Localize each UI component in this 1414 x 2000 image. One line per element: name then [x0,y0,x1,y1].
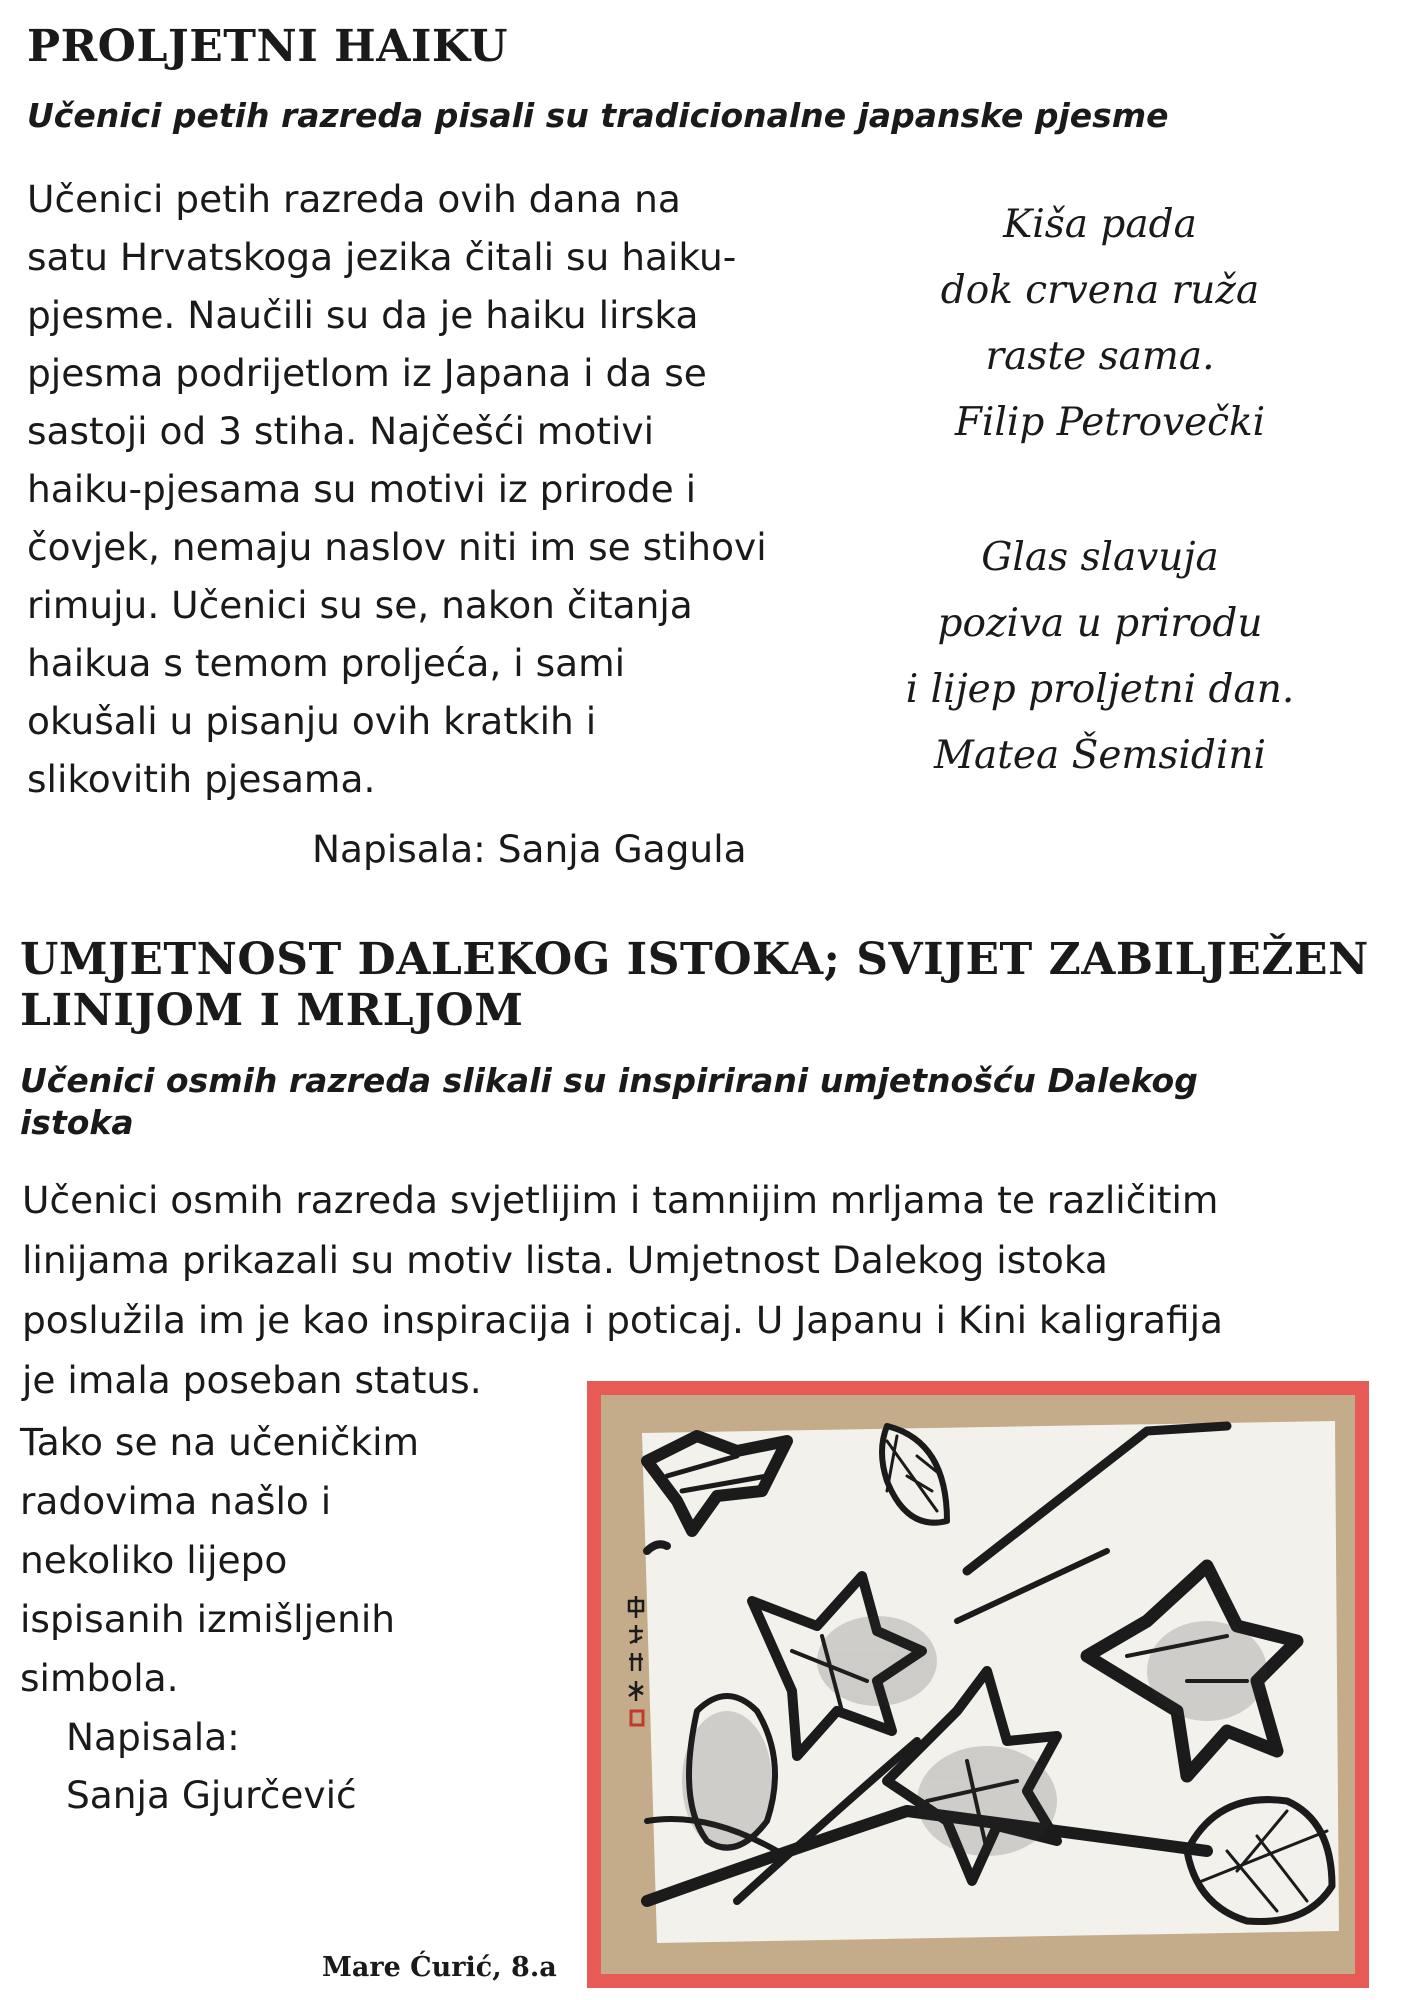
body-line: Učenici petih razreda ovih dana na [27,177,681,221]
body-line: radovima našlo i [20,1479,332,1523]
body-line: čovjek, nemaju naslov niti im se stihovi [27,525,767,569]
student-artwork-photo [587,1381,1369,1988]
poem-line: Glas slavuja [981,535,1219,580]
poem-line: poziva u prirodu [937,601,1263,646]
body-line: simbola. [20,1656,179,1700]
haiku-poem-1 [860,192,1340,456]
body-line: linijama prikazali su motiv lista. Umjetnost Dalekog istoka [22,1238,1108,1282]
article-2-body [22,1170,1402,1410]
body-line: haiku-pjesama su motivi iz prirode i [27,467,697,511]
byline-name: Sanja Gjurčević [66,1773,357,1817]
body-line: rimuju. Učenici su se, nakon čitanja [27,583,693,627]
article-1-subtitle: Učenici petih razreda pisali su tradicionalne japanske pjesme [27,96,1169,135]
poem-line: Kiša pada [1003,202,1197,247]
poem-author: Matea Šemsidini [934,733,1266,778]
poem-author: Filip Petrovečki [954,400,1266,445]
poem-line: raste sama. [985,334,1215,379]
body-line: slikovitih pjesama. [27,757,376,801]
body-line: haikua s temom proljeća, i sami [27,641,626,685]
article-2-title [20,935,1369,1036]
article-1-body [27,170,867,808]
body-line: Tako se na učeničkim [20,1420,420,1464]
subtitle-line: Učenici osmih razreda slikali su inspirirani umjetnošću Dalekog [20,1061,1198,1100]
artwork-caption: Mare Ćurić, 8.a [322,1952,557,1983]
ink-leaves-painting [587,1381,1369,1988]
haiku-poem-2 [860,525,1340,789]
article-2-byline [66,1708,357,1824]
body-line: poslužila im je kao inspiracija i poticaj. U Japanu i Kini kaligrafija [22,1298,1224,1342]
title-line: LINIJOM I MRLJOM [20,984,524,1036]
body-line: ispisanih izmišljenih [20,1597,396,1641]
poem-line: i lijep proljetni dan. [905,667,1295,712]
body-line: pjesma podrijetlom iz Japana i da se [27,351,707,395]
body-line: Učenici osmih razreda svjetlijim i tamnijim mrljama te različitim [22,1178,1219,1222]
body-line: nekoliko lijepo [20,1538,288,1582]
body-line: satu Hrvatskoga jezika čitali su haiku- [27,235,737,279]
subtitle-line: istoka [20,1103,134,1143]
body-line: pjesme. Naučili su da je haiku lirska [27,293,699,337]
body-line: okušali u pisanju ovih kratkih i [27,699,597,743]
body-line: je imala poseban status. [22,1358,482,1402]
article-1-title: PROLJETNI HAIKU [27,21,508,72]
poem-line: dok crvena ruža [940,268,1260,313]
title-line: UMJETNOST DALEKOG ISTOKA; SVIJET ZABILJEŽEN [20,934,1369,985]
article-2-side-text [20,1413,419,1708]
byline-label: Napisala: [66,1715,240,1759]
body-line: sastoji od 3 stiha. Najčešći motivi [27,409,654,453]
article-2-subtitle [20,1060,1198,1144]
article-1-byline: Napisala: Sanja Gagula [312,827,747,871]
